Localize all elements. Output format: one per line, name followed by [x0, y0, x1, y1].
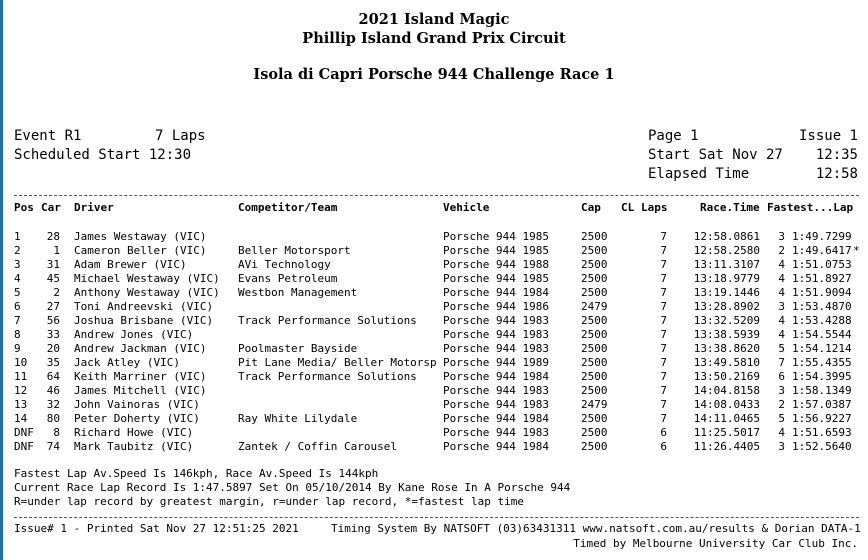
result-driver: Jack Atley (VIC): [74, 356, 180, 369]
result-driver: Toni Andreevski (VIC): [74, 300, 214, 313]
result-driver: Adam Brewer (VIC): [74, 258, 187, 271]
result-vehicle: Porsche 944 1983: [443, 426, 549, 439]
result-fastest-lap-time: 1:54.5544: [792, 328, 852, 341]
result-cap: 2500: [581, 230, 608, 243]
col-pos: Pos: [14, 201, 34, 214]
result-team: Pit Lane Media/ Beller Motorsp: [238, 356, 437, 369]
result-car: 32: [46, 398, 60, 411]
result-driver: Mark Taubitz (VIC): [74, 440, 194, 453]
result-laps: 7: [660, 258, 667, 271]
table-row: [0, 272, 868, 286]
result-team: Track Performance Solutions: [238, 314, 417, 327]
table-row: [0, 300, 868, 314]
result-car: 46: [46, 384, 60, 397]
result-laps: 7: [660, 356, 667, 369]
table-row: [0, 314, 868, 328]
result-pos: 12: [14, 384, 28, 397]
result-pos: 13: [14, 398, 28, 411]
table-row: [0, 342, 868, 356]
result-team: Poolmaster Bayside: [238, 342, 358, 355]
elapsed-label: Elapsed Time: [648, 166, 750, 182]
result-vehicle: Porsche 944 1988: [443, 258, 549, 271]
result-laps: 7: [660, 244, 667, 257]
table-row: [0, 412, 868, 426]
col-race-time: Race.Time: [700, 201, 760, 214]
start-time: 12:35: [815, 147, 858, 163]
speed-note: Fastest Lap Av.Speed Is 146kph, Race Av.Speed Is 144kph: [14, 467, 379, 480]
result-laps: 7: [660, 328, 667, 341]
result-fastest-lap-time: 1:51.9094: [792, 286, 852, 299]
result-vehicle: Porsche 944 1983: [443, 328, 549, 341]
result-driver: James Mitchell (VIC): [74, 384, 207, 397]
result-fastest-lap-number: 6: [778, 370, 785, 383]
result-pos: 4: [14, 272, 21, 285]
result-fastest-lap-time: 1:54.1214: [792, 342, 852, 355]
result-car: 80: [46, 412, 60, 425]
result-pos: 1: [14, 230, 21, 243]
start-label: Start Sat Nov 27: [648, 147, 783, 163]
result-race-time: 13:11.3107: [693, 258, 760, 271]
result-vehicle: Porsche 944 1984: [443, 370, 549, 383]
result-fastest-lap-time: 1:56.9227: [792, 412, 852, 425]
result-car: 45: [46, 272, 60, 285]
result-race-time: 13:50.2169: [693, 370, 760, 383]
col-car: Car: [41, 201, 61, 214]
result-laps: 7: [660, 230, 667, 243]
result-driver: Anthony Westaway (VIC): [74, 286, 220, 299]
result-driver: Andrew Jones (VIC): [74, 328, 194, 341]
result-race-time: 14:08.0433: [693, 398, 760, 411]
footer-rule: [14, 517, 859, 518]
result-cap: 2500: [581, 244, 608, 257]
result-fastest-lap-time: 1:57.0387: [792, 398, 852, 411]
result-fastest-lap-time: 1:51.8927: [792, 272, 852, 285]
result-car: 74: [46, 440, 60, 453]
result-fastest-lap-number: 3: [778, 440, 785, 453]
header-rule: [14, 195, 859, 196]
result-cap: 2500: [581, 314, 608, 327]
table-row: [0, 398, 868, 412]
circuit-title: Phillip Island Grand Prix Circuit: [302, 30, 566, 47]
table-row: [0, 384, 868, 398]
result-vehicle: Porsche 944 1984: [443, 286, 549, 299]
result-vehicle: Porsche 944 1989: [443, 356, 549, 369]
table-row: [0, 440, 868, 454]
table-row: [0, 244, 868, 258]
col-laps: Laps: [641, 201, 668, 214]
result-car: 56: [46, 314, 60, 327]
table-row: [0, 230, 868, 244]
result-fastest-lap-number: 7: [778, 356, 785, 369]
col-team: Competitor/Team: [238, 201, 338, 214]
column-header-row: [0, 201, 868, 215]
result-cap: 2500: [581, 370, 608, 383]
result-vehicle: Porsche 944 1983: [443, 398, 549, 411]
table-row: [0, 426, 868, 440]
result-laps: 7: [660, 412, 667, 425]
result-vehicle: Porsche 944 1983: [443, 314, 549, 327]
result-vehicle: Porsche 944 1984: [443, 412, 549, 425]
table-row: [0, 370, 868, 384]
result-fastest-lap-number: 5: [778, 412, 785, 425]
result-race-time: 11:25.5017: [693, 426, 760, 439]
result-vehicle: Porsche 944 1985: [443, 230, 549, 243]
result-fastest-lap-number: 4: [778, 272, 785, 285]
event-label: Event R1: [14, 128, 82, 144]
result-pos: 3: [14, 258, 21, 271]
result-cap: 2500: [581, 412, 608, 425]
result-fastest-lap-time: 1:53.4870: [792, 300, 852, 313]
race-title: Isola di Capri Porsche 944 Challenge Race 1: [253, 66, 615, 83]
result-fastest-lap-time: 1:54.3995: [792, 370, 852, 383]
result-pos: 10: [14, 356, 28, 369]
result-laps: 7: [660, 370, 667, 383]
result-laps: 7: [660, 300, 667, 313]
result-fastest-lap-time: 1:49.7299: [792, 230, 852, 243]
printed-info: Issue# 1 - Printed Sat Nov 27 12:51:25 2021: [14, 522, 299, 535]
result-race-time: 13:38.8620: [693, 342, 760, 355]
result-fastest-lap-number: 2: [778, 398, 785, 411]
table-row: [0, 356, 868, 370]
result-pos: 9: [14, 342, 21, 355]
result-vehicle: Porsche 944 1983: [443, 342, 549, 355]
result-laps: 7: [660, 342, 667, 355]
result-fastest-lap-time: 1:51.6593: [792, 426, 852, 439]
result-driver: Cameron Beller (VIC): [74, 244, 207, 257]
result-vehicle: Porsche 944 1985: [443, 244, 549, 257]
result-driver: Peter Doherty (VIC): [74, 412, 200, 425]
result-team: Ray White Lilydale: [238, 412, 358, 425]
result-driver: Andrew Jackman (VIC): [74, 342, 207, 355]
result-pos: 7: [14, 314, 21, 327]
result-car: 8: [53, 426, 60, 439]
result-laps: 7: [660, 314, 667, 327]
result-cap: 2500: [581, 258, 608, 271]
result-cap: 2500: [581, 384, 608, 397]
col-cap: Cap: [581, 201, 601, 214]
laps-label: 7 Laps: [155, 128, 206, 144]
result-pos: DNF: [14, 440, 34, 453]
result-driver: John Vainoras (VIC): [74, 398, 200, 411]
result-team: Track Performance Solutions: [238, 370, 417, 383]
result-laps: 7: [660, 286, 667, 299]
scheduled-start: Scheduled Start 12:30: [14, 147, 192, 163]
result-fastest-lap-number: 4: [778, 328, 785, 341]
result-pos: 8: [14, 328, 21, 341]
col-fastest-lap: Fastest...Lap: [767, 201, 854, 214]
result-car: 2: [53, 286, 60, 299]
result-race-time: 14:04.8158: [693, 384, 760, 397]
result-race-time: 13:32.5209: [693, 314, 760, 327]
result-team: AVi Technology: [238, 258, 331, 271]
result-flag: *: [853, 244, 860, 257]
col-driver: Driver: [74, 201, 114, 214]
result-laps: 6: [660, 426, 667, 439]
issue-label: Issue 1: [798, 128, 858, 144]
result-car: 33: [46, 328, 60, 341]
col-cl: CL: [621, 201, 635, 214]
result-fastest-lap-number: 2: [778, 244, 785, 257]
result-laps: 7: [660, 398, 667, 411]
result-driver: Richard Howe (VIC): [74, 426, 194, 439]
result-race-time: 12:58.2580: [693, 244, 760, 257]
result-vehicle: Porsche 944 1986: [443, 300, 549, 313]
result-vehicle: Porsche 944 1983: [443, 384, 549, 397]
result-car: 64: [46, 370, 60, 383]
result-fastest-lap-time: 1:58.1349: [792, 384, 852, 397]
event-title: 2021 Island Magic: [358, 11, 510, 28]
result-driver: Michael Westaway (VIC): [74, 272, 220, 285]
result-race-time: 12:58.0861: [693, 230, 760, 243]
result-car: 28: [46, 230, 60, 243]
timed-by: Timed by Melbourne University Car Club Inc.: [573, 537, 858, 550]
result-driver: Keith Marriner (VIC): [74, 370, 207, 383]
result-cap: 2500: [581, 286, 608, 299]
result-car: 27: [46, 300, 60, 313]
result-team: Evans Petroleum: [238, 272, 338, 285]
result-fastest-lap-number: 3: [778, 300, 785, 313]
result-pos: DNF: [14, 426, 34, 439]
table-row: [0, 328, 868, 342]
result-cap: 2500: [581, 440, 608, 453]
result-cap: 2500: [581, 356, 608, 369]
result-race-time: 13:19.1446: [693, 286, 760, 299]
result-fastest-lap-number: 4: [778, 314, 785, 327]
col-vehicle: Vehicle: [443, 201, 490, 214]
result-team: Westbon Management: [238, 286, 358, 299]
result-race-time: 13:18.9779: [693, 272, 760, 285]
page-label: Page 1: [648, 128, 699, 144]
result-fastest-lap-time: 1:49.6417: [792, 244, 852, 257]
result-fastest-lap-time: 1:55.4355: [792, 356, 852, 369]
table-row: [0, 286, 868, 300]
result-laps: 6: [660, 440, 667, 453]
result-cap: 2500: [581, 426, 608, 439]
timing-system: Timing System By NATSOFT (03)63431311 www.natsoft.com.au/results & Dorian DATA-1: [331, 522, 861, 535]
result-cap: 2500: [581, 328, 608, 341]
result-team: Zantek / Coffin Carousel: [238, 440, 397, 453]
result-fastest-lap-time: 1:51.0753: [792, 258, 852, 271]
result-race-time: 11:26.4405: [693, 440, 760, 453]
result-pos: 11: [14, 370, 28, 383]
result-laps: 7: [660, 384, 667, 397]
elapsed-time: 12:58: [815, 166, 858, 182]
result-fastest-lap-number: 4: [778, 426, 785, 439]
lap-record-note: Current Race Lap Record Is 1:47.5897 Set On 05/10/2014 By Kane Rose In A Porsche 944: [14, 481, 571, 494]
result-fastest-lap-number: 4: [778, 258, 785, 271]
result-pos: 5: [14, 286, 21, 299]
legend-note: R=under lap record by greatest margin, r=under lap record, *=fastest lap time: [14, 495, 524, 508]
result-race-time: 13:49.5810: [693, 356, 760, 369]
result-driver: James Westaway (VIC): [74, 230, 207, 243]
result-fastest-lap-time: 1:52.5640: [792, 440, 852, 453]
result-vehicle: Porsche 944 1985: [443, 272, 549, 285]
result-race-time: 14:11.0465: [693, 412, 760, 425]
result-pos: 14: [14, 412, 28, 425]
result-fastest-lap-number: 3: [778, 230, 785, 243]
result-laps: 7: [660, 272, 667, 285]
result-pos: 2: [14, 244, 21, 257]
result-car: 20: [46, 342, 60, 355]
result-cap: 2500: [581, 272, 608, 285]
result-team: Beller Motorsport: [238, 244, 351, 257]
result-car: 35: [46, 356, 60, 369]
result-race-time: 13:28.8902: [693, 300, 760, 313]
result-fastest-lap-number: 4: [778, 286, 785, 299]
result-cap: 2500: [581, 342, 608, 355]
result-fastest-lap-number: 5: [778, 342, 785, 355]
result-driver: Joshua Brisbane (VIC): [74, 314, 214, 327]
result-car: 31: [46, 258, 60, 271]
result-pos: 6: [14, 300, 21, 313]
result-cap: 2479: [581, 398, 608, 411]
result-vehicle: Porsche 944 1984: [443, 440, 549, 453]
result-fastest-lap-number: 3: [778, 384, 785, 397]
table-row: [0, 258, 868, 272]
result-fastest-lap-time: 1:53.4288: [792, 314, 852, 327]
result-race-time: 13:38.5939: [693, 328, 760, 341]
result-car: 1: [53, 244, 60, 257]
result-cap: 2479: [581, 300, 608, 313]
